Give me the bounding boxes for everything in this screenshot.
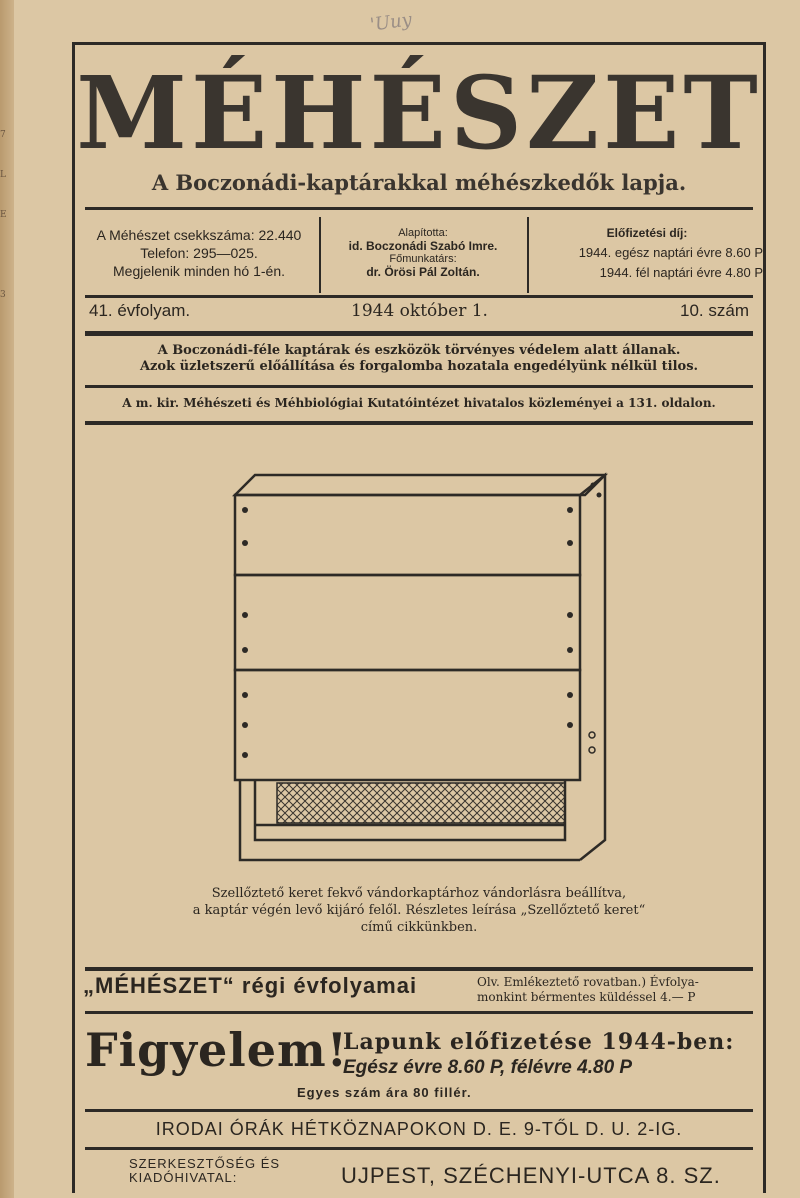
note-line: Olv. Emlékeztető rovatban.) Évfolya-	[477, 975, 699, 989]
info-right	[531, 213, 763, 293]
telephone: Telefon: 295—025.	[140, 245, 258, 261]
caption-line: Szellőztető keret fekvő vándorkaptárhoz vándorlásra beállítva,	[211, 886, 627, 901]
masthead-subtitle: A Boczonádi-kaptárakkal méhészkedők lapja.	[151, 170, 687, 195]
spine-letter: L	[0, 170, 6, 180]
hive-illustration	[225, 465, 615, 875]
founder-label: Alapította:	[398, 227, 448, 239]
subscription-notice: Lapunk előfizetése 1944-ben:	[343, 1029, 735, 1055]
editor-name: dr. Örösi Pál Zoltán.	[366, 265, 480, 279]
notice-line: Azok üzletszerű előállítása és forgalomba hozatala engedélyünk nélkül tilos.	[139, 359, 699, 374]
pencil-mark: 'Uuy	[368, 9, 414, 36]
caption-line: című cikkünkben.	[360, 920, 478, 935]
divider	[85, 1109, 753, 1112]
back-issues-ad: „MÉHÉSZET“ régi évfolyamai	[83, 973, 418, 998]
caption-line: a kaptár végén levő kijáró felől. Részletes leírása „Szellőztető keret“	[192, 903, 646, 918]
divider	[85, 207, 753, 210]
subscription-title: Előfizetési díj:	[606, 226, 688, 240]
divider	[85, 385, 753, 388]
publication-schedule: Megjelenik minden hó 1-én.	[113, 263, 285, 279]
office-label-line: KIADÓHIVATAL:	[129, 1170, 238, 1185]
subscription-full-year: 1944. egész naptári évre 8.60 P	[578, 245, 763, 260]
divider	[85, 967, 753, 971]
divider	[85, 331, 753, 336]
office-label-line: SZERKESZTŐSÉG ÉS	[129, 1156, 281, 1171]
founder-name: id. Boczonádi Szabó Imre.	[348, 239, 498, 253]
notice-institute: A m. kir. Méhészeti és Méhbiológiai Kutatóintézet hivatalos közleményei a 131. oldalon.	[122, 396, 716, 410]
subscription-prices: Egész évre 8.60 P, félévre 4.80 P	[343, 1057, 633, 1078]
divider	[85, 1147, 753, 1150]
editor-label: Főmunkatárs:	[389, 253, 457, 265]
spine-letter: E	[0, 210, 7, 220]
single-issue-price: Egyes szám ára 80 fillér.	[297, 1085, 472, 1100]
office-hours: IRODAI ÓRÁK HÉTKÖZNAPOKON D. E. 9-TŐL D. U. 2-IG.	[155, 1119, 683, 1139]
spine-letter: 3	[0, 290, 6, 300]
info-left	[83, 213, 315, 293]
issue-date: 1944 október 1.	[351, 301, 488, 321]
subscription-half-year: 1944. fél naptári évre 4.80 P	[599, 265, 763, 280]
info-center	[323, 213, 523, 293]
back-issues-note	[477, 975, 759, 1005]
issue-line	[89, 301, 749, 325]
spine-letter: 7	[0, 130, 6, 140]
divider	[85, 295, 753, 298]
note-line: monkint bérmentes küldéssel 4.— P	[477, 990, 696, 1004]
issue-number: 10. szám	[680, 301, 749, 320]
check-number: A Méhészet csekkszáma: 22.440	[96, 227, 302, 243]
figyelem-heading: Figyelem!	[85, 1023, 348, 1077]
notice-line: A Boczonádi-féle kaptárak és eszközök törvényes védelem alatt állanak.	[157, 343, 681, 358]
figure-caption	[135, 885, 703, 936]
notice-protection	[85, 343, 753, 375]
volume: 41. évfolyam.	[89, 301, 191, 320]
cover-page	[72, 42, 766, 1193]
divider	[85, 421, 753, 425]
divider	[527, 217, 529, 293]
divider	[319, 217, 321, 293]
info-box	[83, 213, 763, 293]
office-label	[129, 1157, 280, 1185]
divider	[85, 1011, 753, 1014]
masthead-title: MÉHÉSZET	[76, 54, 762, 172]
office-address: UJPEST, SZÉCHENYI-UTCA 8. SZ.	[341, 1163, 721, 1188]
